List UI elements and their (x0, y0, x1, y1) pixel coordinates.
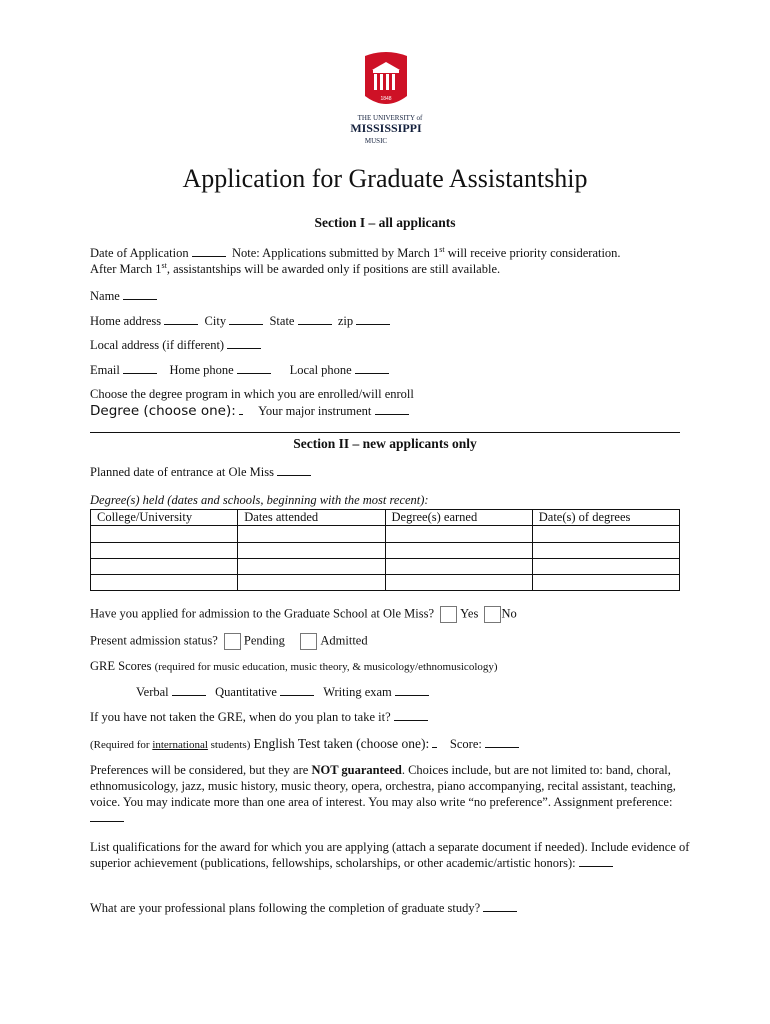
name-label: Name (90, 289, 120, 303)
name-field[interactable] (123, 289, 157, 300)
table-header-row (91, 510, 680, 526)
verbal-field[interactable] (172, 685, 206, 696)
table-cell[interactable] (91, 559, 238, 575)
table-cell[interactable] (238, 526, 385, 543)
status-question: Present admission status? (90, 633, 218, 648)
table-cell[interactable] (385, 559, 532, 575)
qualifications-field[interactable] (579, 856, 613, 867)
page-title: Application for Graduate Assistantship (182, 164, 588, 193)
table-cell[interactable] (238, 543, 385, 559)
req-c: students) (207, 739, 251, 751)
gre-scores-line (136, 685, 429, 700)
date-label: Date of Application (90, 246, 189, 261)
degree-field[interactable] (239, 404, 243, 415)
req-b: international (152, 739, 208, 751)
gre-plan-field[interactable] (394, 710, 428, 721)
table-cell[interactable] (385, 526, 532, 543)
svg-text:MISSISSIPPI: MISSISSIPPI (350, 121, 422, 135)
gre-plan-line (90, 710, 428, 725)
table-header: Degree(s) earned (385, 510, 532, 526)
qual-text: List qualifications for the award for which you are applying (attach a separate document if needed). Include evidence of superior achievement (publications, fellowships, scholarships, or other academic/artistic honors): (90, 840, 690, 870)
note-text: Note: Applications submitted by March 1 (231, 246, 440, 261)
table-header: College/University (91, 510, 238, 526)
degree-line (90, 403, 409, 419)
pref-b: . Choices include, but are not limited to: band, choral, ethnomusicology, jazz, music history, music theory, opera, orchestra, piano accompanying, recital assistant, teaching, voice. You may indicate more than one area of interest. You may also write “no preference”. Assignment preference: (90, 763, 676, 809)
plans-field[interactable] (483, 901, 517, 912)
yes-label: Yes (460, 606, 479, 621)
table-cell[interactable] (385, 543, 532, 559)
name-line (90, 289, 157, 304)
gre-label: GRE Scores (90, 659, 152, 673)
admission-line (90, 606, 517, 623)
address-line (90, 314, 390, 329)
no-label: No (501, 606, 517, 621)
note2-a: After March 1 (90, 262, 162, 277)
pending-label: Pending (243, 633, 285, 648)
gre-plan-label: If you have not taken the GRE, when do you plan to take it? (90, 710, 391, 724)
english-line (90, 736, 519, 752)
state-field[interactable] (298, 314, 332, 325)
note-line-2 (90, 261, 500, 277)
english-test-field[interactable] (432, 737, 437, 748)
local-address-field[interactable] (227, 338, 261, 349)
quant-label: Quantitative (215, 685, 277, 699)
entrance-field[interactable] (277, 465, 311, 476)
verbal-label: Verbal (136, 685, 169, 699)
table-cell[interactable] (532, 526, 679, 543)
table-cell[interactable] (91, 543, 238, 559)
table-cell[interactable] (91, 526, 238, 543)
section-1-heading: Section I – all applicants (314, 215, 456, 230)
admitted-checkbox[interactable] (300, 633, 317, 650)
degree-prompt: Choose the degree program in which you are enrolled/will enroll (90, 387, 414, 401)
note-sup: st (439, 245, 445, 254)
local-address-label: Local address (if different) (90, 338, 225, 352)
pending-checkbox[interactable] (224, 633, 241, 650)
degrees-table (90, 509, 680, 591)
table-cell[interactable] (238, 559, 385, 575)
table-row (91, 543, 680, 559)
english-test-select[interactable]: English Test taken (choose one): (253, 736, 430, 751)
city-label: City (204, 314, 227, 328)
admission-question: Have you applied for admission to the Graduate School at Ole Miss? (90, 606, 435, 621)
table-header: Dates attended (238, 510, 385, 526)
svg-text:1848: 1848 (380, 96, 392, 102)
admitted-label: Admitted (320, 633, 368, 648)
svg-text:THE UNIVERSITY of: THE UNIVERSITY of (357, 114, 423, 122)
home-address-field[interactable] (164, 314, 198, 325)
preferences-paragraph (90, 762, 690, 826)
local-phone-label: Local phone (289, 363, 352, 377)
qualifications-paragraph (90, 839, 690, 871)
section-2-heading: Section II – new applicants only (293, 436, 477, 451)
gre-line (90, 659, 498, 674)
instrument-label: Your major instrument (258, 404, 372, 418)
section-divider (90, 432, 680, 433)
gre-note: (required for music education, music theory, & musicology/ethnomusicology) (154, 661, 498, 673)
state-label: State (269, 314, 295, 328)
degrees-caption: Degree(s) held (dates and schools, beginning with the most recent): (90, 493, 429, 507)
table-row (91, 575, 680, 591)
table-row (91, 526, 680, 543)
score-label: Score: (449, 737, 482, 751)
table-cell[interactable] (238, 575, 385, 591)
table-cell[interactable] (385, 575, 532, 591)
score-field[interactable] (485, 737, 519, 748)
writing-field[interactable] (395, 685, 429, 696)
entrance-line (90, 465, 311, 480)
date-line (90, 245, 621, 261)
writing-label: Writing exam (323, 685, 392, 699)
table-header: Date(s) of degrees (532, 510, 679, 526)
instrument-field[interactable] (375, 404, 409, 415)
quant-field[interactable] (280, 685, 314, 696)
degree-select[interactable]: Degree (choose one): (90, 403, 236, 419)
entrance-label: Planned date of entrance at Ole Miss (90, 465, 274, 479)
city-field[interactable] (229, 314, 263, 325)
zip-label: zip (337, 314, 354, 328)
no-checkbox[interactable] (484, 606, 501, 623)
table-row (91, 559, 680, 575)
pref-a: Preferences will be considered, but they are (90, 763, 312, 777)
note-text-2: will receive priority consideration. (444, 246, 621, 261)
note2-b: , assistantships will be awarded only if positions are still available. (166, 262, 501, 277)
table-cell[interactable] (532, 575, 679, 591)
local-address-line (90, 338, 261, 353)
date-field[interactable] (192, 246, 226, 257)
req-a: (Required for (90, 739, 153, 751)
status-line (90, 633, 368, 650)
university-logo (336, 52, 436, 146)
yes-checkbox[interactable] (440, 606, 457, 623)
svg-text:MUSIC: MUSIC (364, 137, 388, 145)
home-phone-field[interactable] (237, 363, 271, 374)
preference-field[interactable] (90, 811, 124, 822)
home-address-label: Home address (90, 314, 162, 328)
plans-line (90, 901, 517, 916)
plans-label: What are your professional plans following the completion of graduate study? (90, 901, 481, 915)
note2-sup: st (161, 261, 167, 270)
contact-line (90, 363, 389, 378)
zip-field[interactable] (356, 314, 390, 325)
local-phone-field[interactable] (355, 363, 389, 374)
email-label: Email (90, 363, 120, 377)
pref-bold: NOT guaranteed (311, 763, 402, 777)
table-cell[interactable] (532, 543, 679, 559)
table-cell[interactable] (532, 559, 679, 575)
table-cell[interactable] (91, 575, 238, 591)
email-field[interactable] (123, 363, 157, 374)
home-phone-label: Home phone (169, 363, 234, 377)
